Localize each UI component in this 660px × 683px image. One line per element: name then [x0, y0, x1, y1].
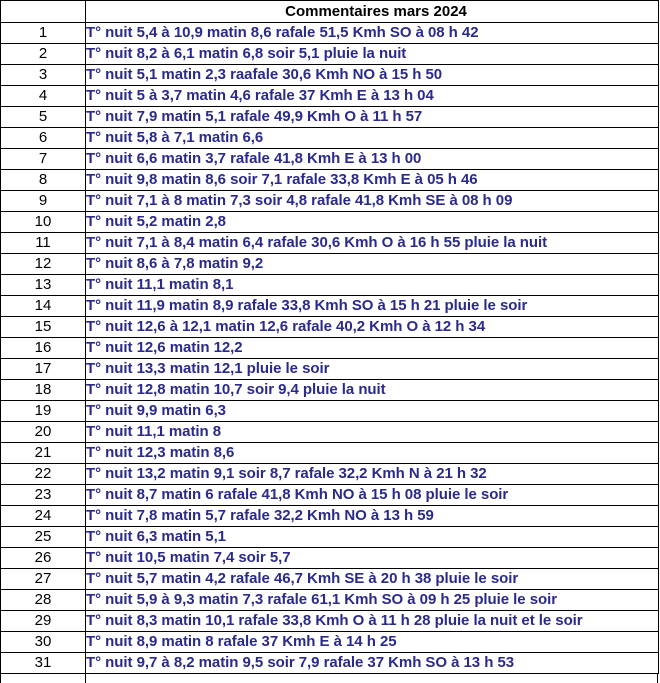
table-row	[1, 44, 659, 65]
table-row	[1, 212, 659, 233]
table-row	[1, 485, 659, 506]
comment-cell[interactable]: T° nuit 12,3 matin 8,6	[86, 443, 659, 464]
table-row	[1, 632, 659, 653]
day-number-cell[interactable]: 4	[1, 86, 86, 107]
table-row	[1, 359, 659, 380]
table-row	[1, 590, 659, 611]
table-row	[1, 317, 659, 338]
comment-cell[interactable]: T° nuit 12,8 matin 10,7 soir 9,4 pluie la nuit	[86, 380, 659, 401]
table-row	[1, 464, 659, 485]
comment-cell[interactable]: T° nuit 5,4 à 10,9 matin 8,6 rafale 51,5 Kmh SO à 08 h 42	[86, 23, 659, 44]
comment-cell[interactable]: T° nuit 10,5 matin 7,4 soir 5,7	[86, 548, 659, 569]
day-number-cell[interactable]: 3	[1, 65, 86, 86]
day-number-cell[interactable]: 25	[1, 527, 86, 548]
day-number-cell[interactable]: 6	[1, 128, 86, 149]
day-number-cell[interactable]: 21	[1, 443, 86, 464]
table-row	[1, 506, 659, 527]
table-row	[1, 275, 659, 296]
table-title[interactable]: Commentaires mars 2024	[86, 1, 659, 23]
comment-cell[interactable]: T° nuit 6,6 matin 3,7 rafale 41,8 Kmh E à 13 h 00	[86, 149, 659, 170]
day-number-cell[interactable]: 28	[1, 590, 86, 611]
table-row	[1, 86, 659, 107]
header-row	[1, 1, 659, 23]
comment-cell[interactable]: T° nuit 13,2 matin 9,1 soir 8,7 rafale 32,2 Kmh N à 21 h 32	[86, 464, 659, 485]
comment-cell[interactable]: T° nuit 11,9 matin 8,9 rafale 33,8 Kmh SO à 15 h 21 pluie le soir	[86, 296, 659, 317]
day-number-cell[interactable]: 27	[1, 569, 86, 590]
comment-cell[interactable]: T° nuit 5,1 matin 2,3 raafale 30,6 Kmh NO à 15 h 50	[86, 65, 659, 86]
comment-cell[interactable]: T° nuit 9,7 à 8,2 matin 9,5 soir 7,9 rafale 37 Kmh SO à 13 h 53	[86, 653, 659, 674]
comment-cell[interactable]: T° nuit 12,6 à 12,1 matin 12,6 rafale 40,2 Kmh O à 12 h 34	[86, 317, 659, 338]
comment-cell[interactable]: T° nuit 13,3 matin 12,1 pluie le soir	[86, 359, 659, 380]
table-row	[1, 401, 659, 422]
day-number-cell[interactable]: 19	[1, 401, 86, 422]
comment-cell[interactable]: T° nuit 9,9 matin 6,3	[86, 401, 659, 422]
day-number-cell[interactable]: 7	[1, 149, 86, 170]
table-row	[1, 254, 659, 275]
day-number-cell[interactable]: 12	[1, 254, 86, 275]
comment-cell[interactable]: T° nuit 11,1 matin 8,1	[86, 275, 659, 296]
table-row	[1, 233, 659, 254]
comment-cell[interactable]: T° nuit 6,3 matin 5,1	[86, 527, 659, 548]
day-number-cell[interactable]: 9	[1, 191, 86, 212]
table-row	[1, 107, 659, 128]
table-row	[1, 569, 659, 590]
day-number-cell[interactable]: 5	[1, 107, 86, 128]
day-number-cell[interactable]: 17	[1, 359, 86, 380]
table-row	[1, 170, 659, 191]
day-number-cell[interactable]: 23	[1, 485, 86, 506]
table-row	[1, 527, 659, 548]
day-number-cell[interactable]: 20	[1, 422, 86, 443]
day-number-cell[interactable]: 22	[1, 464, 86, 485]
comment-cell[interactable]: T° nuit 5,7 matin 4,2 rafale 46,7 Kmh SE à 20 h 38 pluie le soir	[86, 569, 659, 590]
comment-cell[interactable]: T° nuit 5,2 matin 2,8	[86, 212, 659, 233]
day-number-cell[interactable]: 13	[1, 275, 86, 296]
table-row	[1, 191, 659, 212]
comment-cell[interactable]: T° nuit 8,7 matin 6 rafale 41,8 Kmh NO à 15 h 08 pluie le soir	[86, 485, 659, 506]
day-number-cell[interactable]: 30	[1, 632, 86, 653]
next-row-stub	[0, 674, 658, 683]
day-number-cell[interactable]: 31	[1, 653, 86, 674]
comment-cell[interactable]: T° nuit 8,3 matin 10,1 rafale 33,8 Kmh O à 11 h 28 pluie la nuit et le soir	[86, 611, 659, 632]
comment-cell[interactable]: T° nuit 11,1 matin 8	[86, 422, 659, 443]
comment-cell[interactable]: T° nuit 7,9 matin 5,1 rafale 49,9 Kmh O à 11 h 57	[86, 107, 659, 128]
day-number-cell[interactable]: 10	[1, 212, 86, 233]
day-number-cell[interactable]: 15	[1, 317, 86, 338]
table-row	[1, 548, 659, 569]
day-number-cell[interactable]: 1	[1, 23, 86, 44]
comment-cell[interactable]: T° nuit 5,8 à 7,1 matin 6,6	[86, 128, 659, 149]
day-number-cell[interactable]: 16	[1, 338, 86, 359]
comment-cell[interactable]: T° nuit 8,6 à 7,8 matin 9,2	[86, 254, 659, 275]
table-body	[1, 23, 659, 674]
day-number-cell[interactable]: 8	[1, 170, 86, 191]
day-number-cell[interactable]: 14	[1, 296, 86, 317]
day-number-cell[interactable]: 24	[1, 506, 86, 527]
comment-cell[interactable]: T° nuit 8,9 matin 8 rafale 37 Kmh E à 14 h 25	[86, 632, 659, 653]
comment-cell[interactable]: T° nuit 7,8 matin 5,7 rafale 32,2 Kmh NO à 13 h 59	[86, 506, 659, 527]
table-row	[1, 128, 659, 149]
table-row	[1, 149, 659, 170]
table-row	[1, 23, 659, 44]
gridline	[0, 674, 1, 683]
table-row	[1, 380, 659, 401]
comment-cell[interactable]: T° nuit 7,1 à 8,4 matin 6,4 rafale 30,6 Kmh O à 16 h 55 pluie la nuit	[86, 233, 659, 254]
comment-cell[interactable]: T° nuit 8,2 à 6,1 matin 6,8 soir 5,1 pluie la nuit	[86, 44, 659, 65]
table-row	[1, 611, 659, 632]
comment-cell[interactable]: T° nuit 7,1 à 8 matin 7,3 soir 4,8 rafale 41,8 Kmh SE à 08 h 09	[86, 191, 659, 212]
comment-cell[interactable]: T° nuit 5 à 3,7 matin 4,6 rafale 37 Kmh E à 13 h 04	[86, 86, 659, 107]
table-row	[1, 653, 659, 674]
gridline	[657, 674, 658, 683]
comment-cell[interactable]: T° nuit 12,6 matin 12,2	[86, 338, 659, 359]
comment-cell[interactable]: T° nuit 9,8 matin 8,6 soir 7,1 rafale 33,8 Kmh E à 05 h 46	[86, 170, 659, 191]
day-number-cell[interactable]: 29	[1, 611, 86, 632]
day-number-cell[interactable]: 26	[1, 548, 86, 569]
day-number-cell[interactable]: 11	[1, 233, 86, 254]
gridline	[85, 674, 86, 683]
comment-cell[interactable]: T° nuit 5,9 à 9,3 matin 7,3 rafale 61,1 Kmh SO à 09 h 25 pluie le soir	[86, 590, 659, 611]
table-row	[1, 65, 659, 86]
header-day-cell[interactable]	[1, 1, 86, 23]
table-row	[1, 443, 659, 464]
day-number-cell[interactable]: 18	[1, 380, 86, 401]
day-number-cell[interactable]: 2	[1, 44, 86, 65]
table-row	[1, 422, 659, 443]
table-row	[1, 338, 659, 359]
table-row	[1, 296, 659, 317]
